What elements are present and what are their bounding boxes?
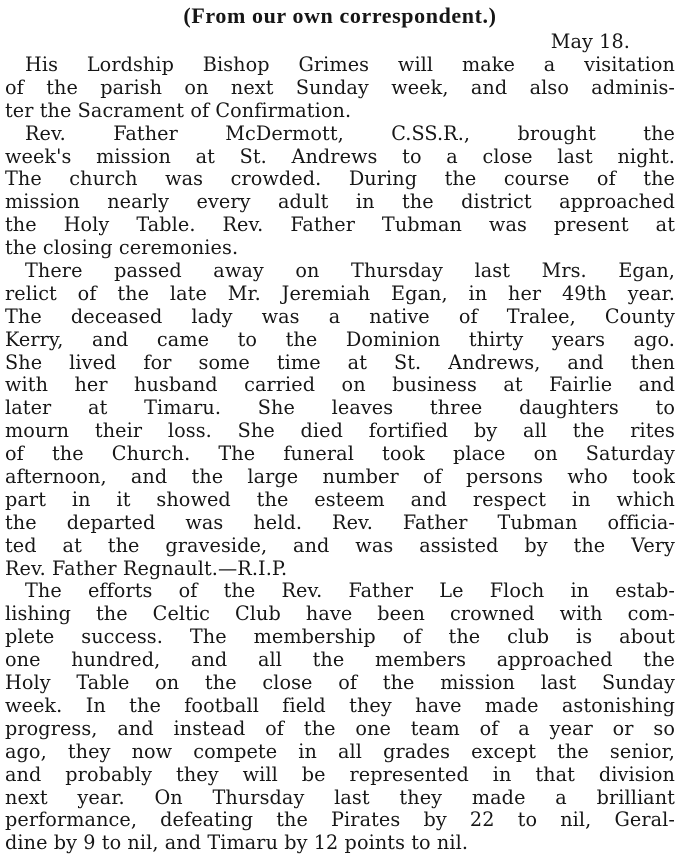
text-line: She lived for some time at St. Andrews, and then bbox=[5, 350, 675, 374]
news-article bbox=[5, 2, 675, 855]
text-line: the departed was held. Rev. Father Tubman officia- bbox=[5, 510, 675, 534]
text-line: one hundred, and all the members approached the bbox=[5, 648, 675, 672]
text-line: ted at the graveside, and was assisted by the Very bbox=[5, 533, 675, 557]
text-line: of the parish on next Sunday week, and also adminis- bbox=[5, 75, 675, 99]
text-line: dine by 9 to nil, and Timaru by 12 points to nil. bbox=[5, 831, 469, 855]
paragraph-mission-close bbox=[5, 123, 675, 260]
text-line: The deceased lady was a native of Tralee, County bbox=[5, 304, 675, 328]
paragraph-bishop-visitation bbox=[5, 54, 675, 123]
text-line: week. In the football field they have made astonishing bbox=[5, 693, 675, 717]
text-line: and probably they will be represented in that division bbox=[5, 762, 675, 786]
text-line: lishing the Celtic Club have been crowned with com- bbox=[5, 602, 675, 626]
text-line: His Lordship Bishop Grimes will make a visitation bbox=[25, 53, 675, 76]
text-line: with her husband carried on business at Fairlie and bbox=[5, 373, 675, 397]
text-line: Rev. Father Regnault.—R.I.P. bbox=[5, 556, 288, 580]
text-line: plete success. The membership of the club is about bbox=[5, 625, 675, 649]
paragraph-obituary-egan bbox=[5, 260, 675, 580]
text-line: the Holy Table. Rev. Father Tubman was present at bbox=[5, 213, 675, 237]
text-line: next year. On Thursday last they made a brilliant bbox=[5, 785, 675, 809]
dateline: May 18. bbox=[550, 30, 630, 53]
text-line: progress, and instead of the one team of a year or so bbox=[5, 716, 675, 740]
text-line: afternoon, and the large number of persons who took bbox=[5, 465, 675, 489]
text-line: Holy Table on the close of the mission last Sunday bbox=[5, 671, 675, 695]
text-line: later at Timaru. She leaves three daughters to bbox=[5, 396, 675, 420]
text-line: Rev. Father McDermott, C.SS.R., brought the bbox=[25, 121, 675, 145]
text-line: week's mission at St. Andrews to a close last night. bbox=[5, 144, 675, 168]
text-line: The church was crowded. During the course of the bbox=[5, 167, 675, 191]
text-line: performance, defeating the Pirates by 22 to nil, Geral- bbox=[5, 808, 675, 832]
text-line: mission nearly every adult in the district approached bbox=[5, 190, 675, 214]
text-line: relict of the late Mr. Jeremiah Egan, in her 49th year. bbox=[5, 281, 675, 305]
text-line: ter the Sacrament of Confirmation. bbox=[5, 98, 352, 122]
correspondent-byline: (From our own correspondent.) bbox=[183, 3, 497, 28]
text-line: There passed away on Thursday last Mrs. Egan, bbox=[25, 259, 675, 283]
text-line: the closing ceremonies. bbox=[5, 236, 239, 260]
text-line: The efforts of the Rev. Father Le Floch in estab- bbox=[25, 579, 675, 603]
text-line: mourn their loss. She died fortified by all the rites bbox=[5, 419, 675, 443]
text-line: part in it showed the esteem and respect in which bbox=[5, 487, 675, 511]
text-line: of the Church. The funeral took place on Saturday bbox=[5, 442, 675, 466]
paragraph-celtic-club bbox=[5, 580, 675, 855]
text-line: ago, they now compete in all grades except the senior, bbox=[5, 739, 675, 763]
text-line: Kerry, and came to the Dominion thirty years ago. bbox=[5, 327, 675, 351]
